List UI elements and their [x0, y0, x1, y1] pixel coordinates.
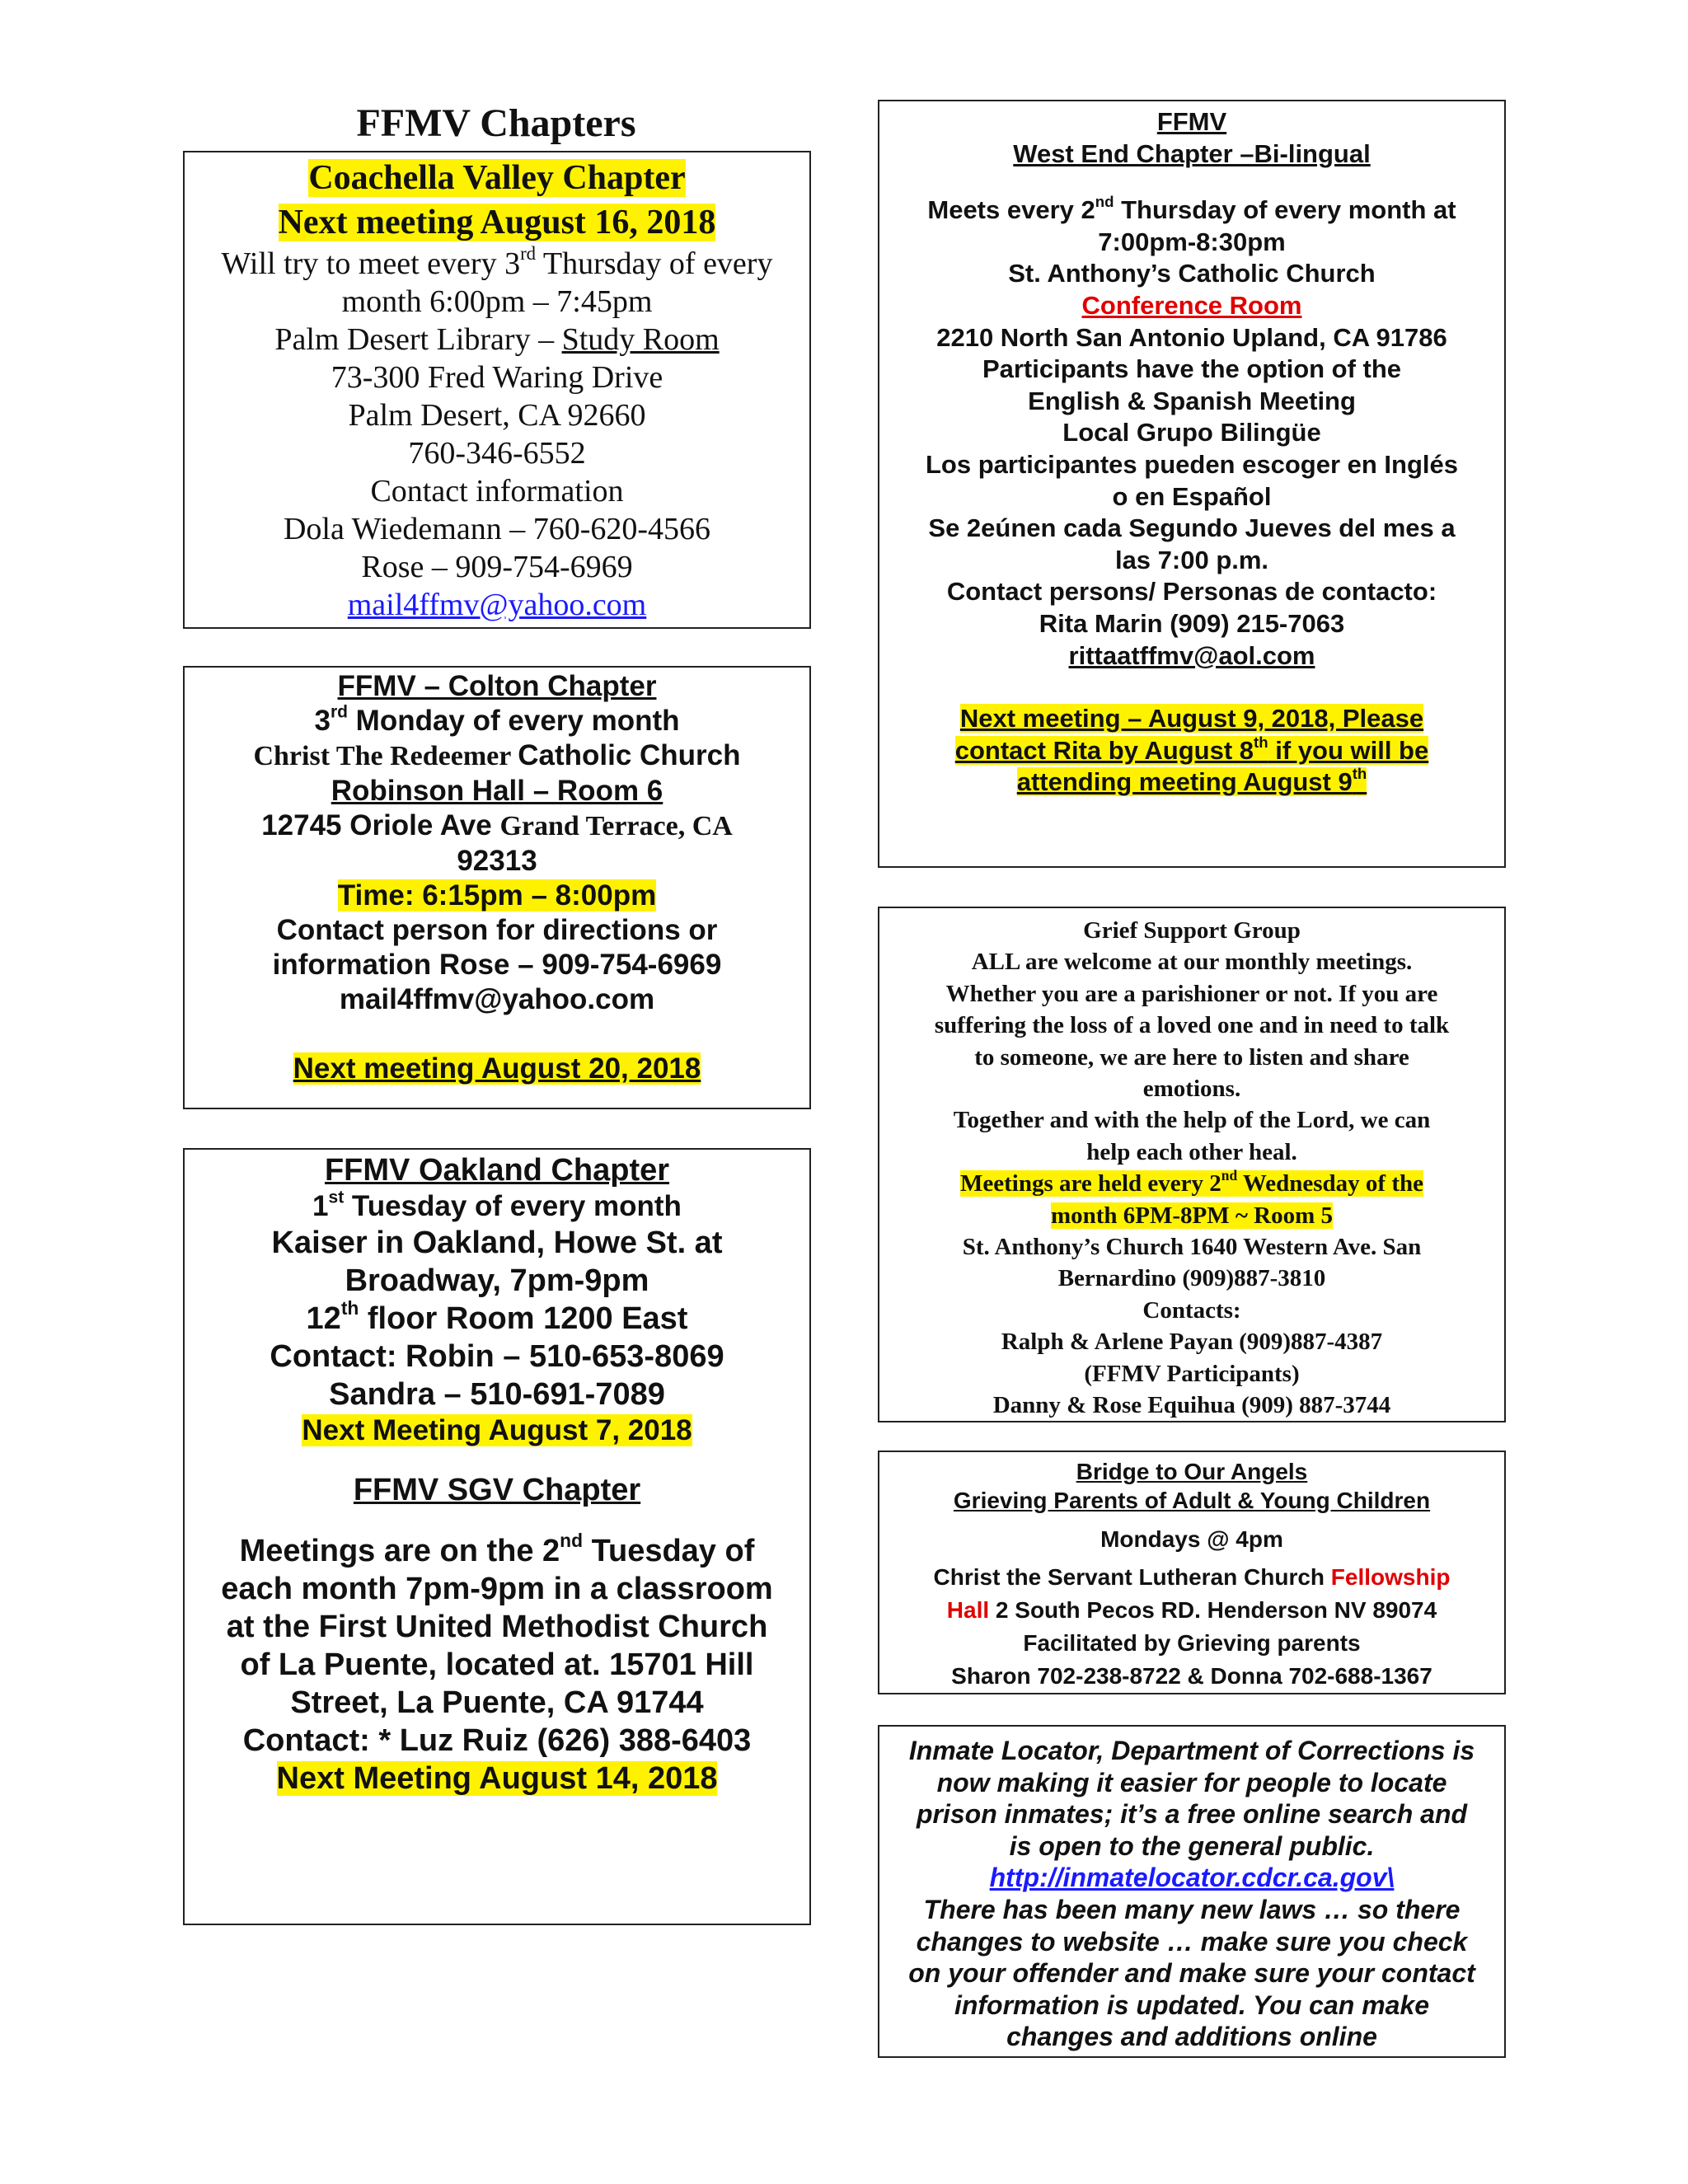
coachella-city: Palm Desert, CA 92660	[348, 398, 646, 433]
coachella-contact-dola: Dola Wiedemann – 760-620-4566	[283, 512, 711, 546]
colton-email[interactable]: mail4ffmv@yahoo.com	[339, 983, 655, 1015]
sgv-line-2: each month 7pm-9pm in a classroom	[221, 1572, 773, 1606]
oakland-place-2: Broadway, 7pm-9pm	[345, 1263, 649, 1298]
colton-next-meeting: Next meeting August 20, 2018	[293, 1052, 701, 1085]
coachella-phone: 760-346-6552	[408, 436, 586, 471]
inmate-line-6: changes to website … make sure you check	[916, 1926, 1468, 1957]
oakland-contact-sandra: Sandra – 510-691-7089	[329, 1377, 665, 1412]
oakland-title: FFMV Oakland Chapter	[324, 1153, 670, 1188]
grief-meetings-2: month 6PM-8PM ~ Room 5	[1050, 1202, 1334, 1229]
page-title: FFMV Chapters	[356, 101, 636, 145]
bridge-facilitated: Facilitated by Grieving parents	[1023, 1630, 1361, 1656]
westend-meets: Meets every 2nd Thursday of every month at	[927, 193, 1456, 225]
colton-zip: 92313	[457, 845, 537, 877]
westend-church: St. Anthony’s Catholic Church	[1008, 259, 1376, 288]
grief-meetings-1: Meetings are held every 2nd Wednesday of the	[960, 1167, 1423, 1197]
colton-title: FFMV – Colton Chapter	[337, 670, 657, 702]
grief-address-1: St. Anthony’s Church 1640 Western Ave. San	[962, 1234, 1422, 1261]
bridge-when: Mondays @ 4pm	[1100, 1526, 1283, 1552]
spacer	[185, 1448, 809, 1471]
colton-address: 12745 Oriole Ave Grand Terrace, CA	[261, 809, 733, 841]
westend-contact-label: Contact persons/ Personas de contacto:	[946, 577, 1437, 607]
coachella-place: Palm Desert Library – Study Room	[274, 322, 720, 357]
spacer	[185, 1017, 809, 1052]
inmate-line-3: prison inmates; it’s a free online search and	[916, 1799, 1468, 1830]
westend-title: West End Chapter –Bi-lingual	[1013, 138, 1371, 168]
westend-option-2: English & Spanish Meeting	[1028, 386, 1356, 415]
sgv-next-meeting: Next Meeting August 14, 2018	[276, 1761, 718, 1796]
colton-contact-1: Contact person for directions or	[276, 914, 718, 946]
sgv-title: FFMV SGV Chapter	[353, 1473, 641, 1507]
sgv-line-1: Meetings are on the 2nd Tuesday of	[239, 1529, 755, 1568]
spacer	[185, 1509, 809, 1532]
westend-email[interactable]: rittaatffmv@aol.com	[1068, 640, 1315, 670]
colton-chapter-box	[183, 666, 811, 1109]
grief-line-4: to someone, we are here to listen and share	[974, 1043, 1409, 1071]
westend-address: 2210 North San Antonio Upland, CA 91786	[936, 322, 1447, 352]
westend-room: Conference Room	[1081, 290, 1302, 320]
coachella-email-link[interactable]: mail4ffmv@yahoo.com	[347, 588, 647, 622]
oakland-sgv-box	[183, 1148, 811, 1925]
grief-contact-payan: Ralph & Arlene Payan (909)887-4387	[1001, 1329, 1383, 1356]
grief-line-3: suffering the loss of a loved one and in need to talk	[934, 1012, 1450, 1039]
grief-contact-participants: (FFMV Participants)	[1084, 1360, 1300, 1387]
oakland-next-meeting: Next Meeting August 7, 2018	[302, 1414, 692, 1446]
bridge-title: Bridge to Our Angels	[1076, 1459, 1308, 1484]
inmate-line-4: is open to the general public.	[1009, 1830, 1375, 1861]
coachella-contact-rose: Rose – 909-754-6969	[361, 550, 633, 584]
coachella-chapter-box	[183, 151, 811, 629]
westend-spanish-1: Los participantes pueden escoger en Inglés	[925, 449, 1458, 479]
grief-address-2: Bernardino (909)887-3810	[1057, 1265, 1326, 1292]
bridge-subtitle: Grieving Parents of Adult & Young Children	[953, 1488, 1431, 1513]
westend-next-1: Next meeting – August 9, 2018, Please	[959, 704, 1424, 733]
grief-contacts-label: Contacts:	[1142, 1296, 1241, 1324]
bridge-church: Christ the Servant Lutheran Church Fellowship	[933, 1564, 1451, 1590]
inmate-line-7: on your offender and make sure your contact	[908, 1958, 1475, 1989]
inmate-line-8: information is updated. You can make	[954, 1990, 1430, 2020]
inmate-line-1: Inmate Locator, Department of Corrections is	[908, 1736, 1475, 1765]
westend-chapter-box	[878, 100, 1506, 868]
coachella-schedule: Will try to meet every 3rd Thursday of every	[221, 242, 773, 281]
grief-contact-equihua: Danny & Rose Equihua (909) 887-3744	[992, 1392, 1391, 1419]
inmate-line-9: changes and additions online	[1006, 2022, 1377, 2052]
coachella-next-meeting: Next meeting August 16, 2018	[278, 204, 716, 241]
colton-contact-2: information Rose – 909-754-6969	[272, 949, 722, 981]
coachella-contact-label: Contact information	[370, 474, 624, 509]
grief-line-1: ALL are welcome at our monthly meetings.	[971, 949, 1413, 976]
coachella-email-row	[185, 586, 809, 624]
grief-line-2: Whether you are a parishioner or not. If you are	[945, 980, 1438, 1007]
colton-schedule: 3rd Monday of every month	[314, 702, 680, 737]
sgv-line-4: of La Puente, located at. 15701 Hill	[240, 1647, 754, 1682]
colton-church: Christ The Redeemer Catholic Church	[253, 739, 741, 771]
bridge-angels-box	[878, 1451, 1506, 1694]
westend-spanish-3: Se 2eúnen cada Segundo Jueves del mes a	[928, 513, 1456, 543]
oakland-schedule: 1st Tuesday of every month	[312, 1188, 682, 1222]
westend-next-3: attending meeting August 9th	[1016, 765, 1367, 797]
westend-time: 7:00pm-8:30pm	[1098, 227, 1286, 256]
westend-spanish-4: las 7:00 p.m.	[1114, 545, 1269, 574]
grief-support-box	[878, 907, 1506, 1422]
oakland-place-1: Kaiser in Oakland, Howe St. at	[271, 1226, 723, 1260]
inmate-locator-box	[878, 1725, 1506, 2058]
grief-line-5: emotions.	[1142, 1076, 1241, 1103]
sgv-line-3: at the First United Methodist Church	[226, 1610, 768, 1644]
colton-time: Time: 6:15pm – 8:00pm	[337, 879, 657, 912]
coachella-time: month 6:00pm – 7:45pm	[341, 284, 653, 319]
westend-local-group: Local Grupo Bilingüe	[1062, 418, 1321, 448]
inmate-locator-link[interactable]: http://inmatelocator.cdcr.ca.gov\	[989, 1863, 1395, 1893]
inmate-line-2: now making it easier for people to locate	[936, 1767, 1447, 1797]
westend-spanish-2: o en Español	[1112, 481, 1272, 511]
grief-line-7: help each other heal.	[1086, 1138, 1297, 1165]
bridge-contacts: Sharon 702-238-8722 & Donna 702-688-1367	[951, 1663, 1432, 1689]
sgv-contact: Contact: * Luz Ruiz (626) 388-6403	[242, 1723, 752, 1758]
coachella-street: 73-300 Fred Waring Drive	[331, 360, 663, 395]
oakland-contact-robin: Contact: Robin – 510-653-8069	[270, 1339, 724, 1374]
grief-title: Grief Support Group	[1083, 917, 1301, 944]
inmate-line-5: There has been many new laws … so there	[923, 1894, 1461, 1924]
westend-next-2: contact Rita by August 8th if you will be	[954, 733, 1429, 765]
bridge-address: Hall 2 South Pecos RD. Henderson NV 89074	[946, 1597, 1437, 1623]
westend-title-ffmv: FFMV	[1156, 107, 1227, 136]
spacer	[879, 672, 1504, 703]
spacer	[879, 170, 1504, 194]
colton-hall: Robinson Hall – Room 6	[331, 775, 663, 807]
sgv-line-5: Street, La Puente, CA 91744	[290, 1685, 704, 1720]
coachella-title: Coachella Valley Chapter	[308, 159, 686, 197]
inmate-url-row	[879, 1862, 1504, 1894]
oakland-floor: 12th floor Room 1200 East	[306, 1296, 688, 1336]
westend-option-1: Participants have the option of the	[982, 354, 1402, 384]
grief-line-6: Together and with the help of the Lord, we can	[953, 1107, 1431, 1134]
westend-contact-rita: Rita Marin (909) 215-7063	[1039, 608, 1345, 638]
